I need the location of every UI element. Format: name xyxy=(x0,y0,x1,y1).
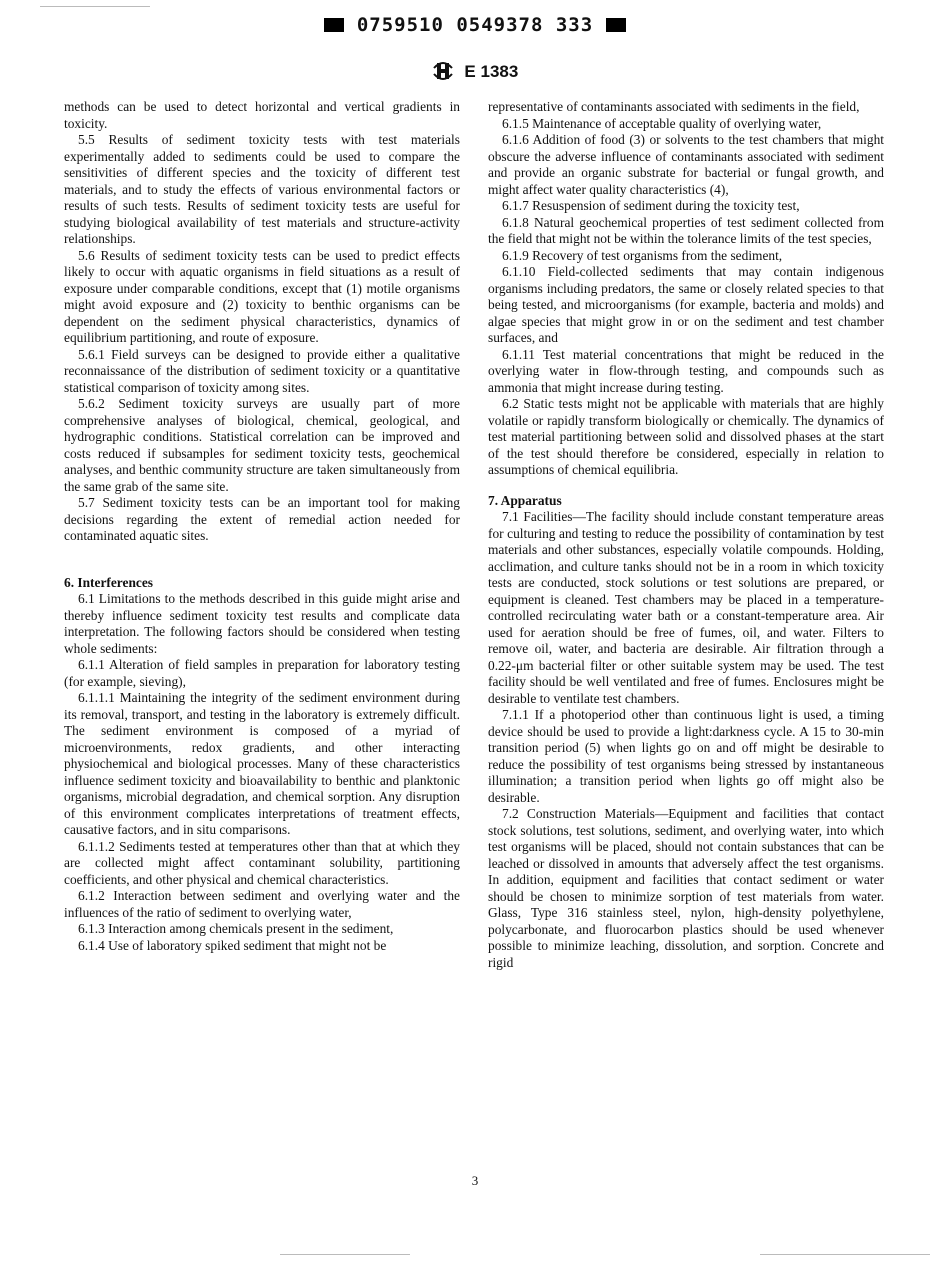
left-column xyxy=(64,99,460,954)
page-number: 3 xyxy=(471,1173,479,1188)
section-heading: 6. Interferences xyxy=(64,574,153,590)
scan-artifact-rule xyxy=(40,6,150,7)
paragraph: 5.6.2 Sediment toxicity surveys are usually part of more comprehensive analyses of biological, chemical, geological, and hydrographic conditions. Statistical correlation can be improved and costs reduced if subsamples for sediment toxicity tests, geochemical analyses, and benthic community structure are taken simultaneously from the same grab of the same site. xyxy=(64,396,460,494)
paragraph: methods can be used to detect horizontal and vertical gradients in toxicity. xyxy=(64,99,460,131)
standard-designation: E 1383 xyxy=(464,62,519,81)
barcode-text: 0759510 0549378 333 xyxy=(356,14,594,36)
barcode-block-left xyxy=(324,18,344,32)
paragraph: 6.1.1.1 Maintaining the integrity of the sediment environment during its removal, transport, and testing in the laboratory is extremely difficult. The sediment environment is composed of a myriad of microenvironments, redox gradients, and other interacting physiochemical and biological processes. Many of these characteristics influence sediment toxicity and bioavailability to benthic and planktonic organisms, microbial degradation, and chemical sorption. Any disruption of this environment complicates interpretations of treatment effects, causative factors, and in situ comparisons. xyxy=(64,690,460,837)
barcode-block-right xyxy=(606,18,626,32)
paragraph: 6.1.11 Test material concentrations that might be reduced in the overlying water in flow-through testing, and compounds such as ammonia that might increase during testing. xyxy=(488,346,884,395)
paragraph: 6.1.5 Maintenance of acceptable quality of overlying water, xyxy=(502,115,822,131)
paragraph: 6.1.10 Field-collected sediments that may contain indigenous organisms including predators, the same or closely related species to that being tested, and microorganisms (for example, bacteria and molds) and algae species that might grow in or on the sediment and test chamber surfaces, and xyxy=(488,264,884,345)
paragraph: 7.2 Construction Materials—Equipment and facilities that contact stock solutions, test solutions, sediment, and overlying water, into which test organisms will be placed, should not contain substances that can be leached or dissolved in amounts that adversely affect the test organisms. In addition, equipment and facilities that contact sediment or water should be chosen to minimize sorption of test materials from water. Glass, Type 316 stainless steel, nylon, high-density polyethylene, polycarbonate, and fluorocarbon plastics should be used whenever possible to minimize leaching, dissolution, and sorption. Concrete and rigid xyxy=(488,806,884,970)
paragraph: 6.1 Limitations to the methods described in this guide might arise and thereby influence sediment toxicity test results and complicate data interpretation. The following factors should be considered when testing whole sediments: xyxy=(64,591,460,656)
paragraph: 6.2 Static tests might not be applicable with materials that are highly volatile or rapidly transform biologically or chemically. The dynamics of test material partitioning between solid and dissolved phases at the start of the test should therefore be considered, especially in relation to assumptions of chemical equilibria. xyxy=(488,396,884,477)
scan-artifact-rule xyxy=(280,1254,410,1255)
barcode-line xyxy=(0,14,950,36)
paragraph: 6.1.4 Use of laboratory spiked sediment that might not be xyxy=(78,937,387,953)
paragraph: 6.1.1.2 Sediments tested at temperatures other than that at which they are collected might affect contaminant solubility, partitioning coefficients, and other physical and chemical characteristics. xyxy=(64,838,460,887)
paragraph: representative of contaminants associated with sediments in the field, xyxy=(488,99,860,114)
paragraph: 5.7 Sediment toxicity tests can be an important tool for making decisions regarding the extent of remedial action needed for contaminated aquatic sites. xyxy=(64,495,460,543)
section-heading: 7. Apparatus xyxy=(488,492,562,508)
paragraph: 5.6 Results of sediment toxicity tests can be used to predict effects likely to occur with aquatic organisms in field situations as a result of exposure under comparable conditions, except that (1) motile organisms might avoid exposure and (2) toxicity to benthic organisms can be dependent on the sediment physical characteristics, dynamics of equilibrium partitioning, and route of exposure. xyxy=(64,247,460,345)
paragraph: 6.1.9 Recovery of test organisms from the sediment, xyxy=(502,247,783,263)
paragraph: 6.1.6 Addition of food (3) or solvents to the test chambers that might obscure the adverse influence of contaminants associated with sediment and provide an organic substrate for bacterial or fungal growth, and might affect water quality characteristics (4), xyxy=(488,132,884,197)
paragraph: 6.1.2 Interaction between sediment and overlying water and the influences of the ratio of sediment to overlying water, xyxy=(64,888,460,920)
right-column xyxy=(488,99,884,971)
scan-artifact-rule xyxy=(760,1254,930,1255)
astm-logo-icon xyxy=(432,60,454,82)
page-header xyxy=(0,60,950,82)
paragraph: 5.6.1 Field surveys can be designed to provide either a qualitative reconnaissance of the distribution of sediment toxicity or a quantitative statistical comparison of toxicity among sites. xyxy=(64,346,460,395)
paragraph: 6.1.3 Interaction among chemicals present in the sediment, xyxy=(78,921,394,936)
paragraph: 6.1.8 Natural geochemical properties of test sediment collected from the field that might not be within the tolerance limits of the test species, xyxy=(488,214,884,246)
paragraph: 7.1 Facilities—The facility should include constant temperature areas for culturing and testing to reduce the possibility of contamination by test materials and other substances, especially volatile compounds. Holding, acclimation, and culture tanks should not be in a room in which toxicity tests are conducted, stock solutions or test solutions are prepared, or equipment is cleaned. Test chambers may be placed in a temperature-controlled recirculating water bath or a constant-temperature area. Air used for aeration should be free of fumes, oil, and water. Filters to remove oil, water, and bacteria are desirable. Air filtration through a 0.22-μm bacterial filter or other suitable system may be used. The test facility should be well ventilated and free of fumes. Enclosures might be desirable to ventilate test chambers. xyxy=(488,509,884,706)
section-spacer xyxy=(64,545,460,575)
paragraph: 5.5 Results of sediment toxicity tests with test materials experimentally added to sediments could be used to compare the sensitivities of different species and the toxicity of different test materials, and to study the effects of various environmental factors or results of such tests. Results of sediment toxicity tests are useful for studying biological availability of test materials and structure-activity relationships. xyxy=(64,132,460,246)
paragraph: 6.1.7 Resuspension of sediment during the toxicity test, xyxy=(502,198,800,213)
paragraph: 7.1.1 If a photoperiod other than continuous light is used, a timing device should be used to provide a light:darkness cycle. A 15 to 30-min transition period (5) when lights go on and off might be desirable to reduce the possibility of test organisms being stressed by instantaneous illumination; a transition period when lights go off might also be desirable. xyxy=(488,707,884,805)
paragraph: 6.1.1 Alteration of field samples in preparation for laboratory testing (for example, sieving), xyxy=(64,657,460,689)
section-spacer xyxy=(488,479,884,493)
